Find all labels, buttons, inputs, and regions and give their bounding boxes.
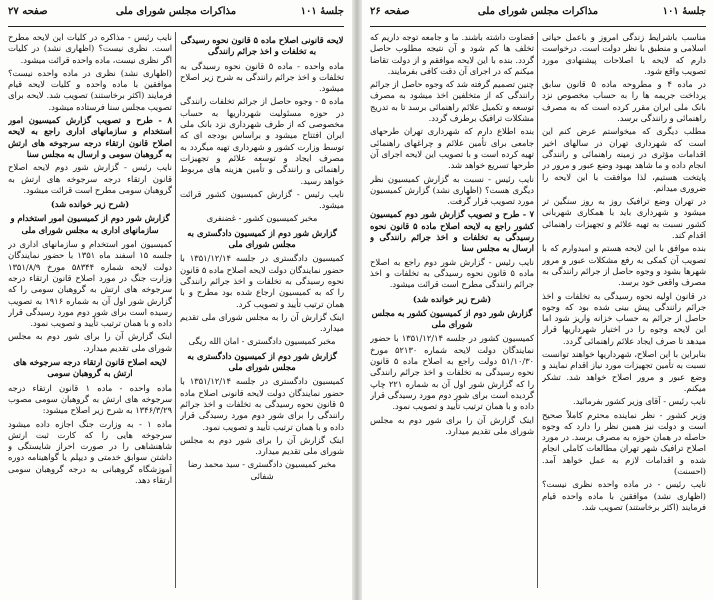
text-column-right	[180, 32, 344, 594]
page-number: صفحه ۲۶	[370, 6, 410, 17]
paragraph: ماده واحده - ماده ۱ قانون ارتقاء درجه سرجوخه های ارتش به گروهبان سومی مصوب ۱۳۴۶/۳/۲۹ به شرح زیر اصلاح میشود:	[8, 382, 172, 416]
paragraph: بنده اطلاع دارم که شهرداری تهران طرحهای جامعی برای تأمین علائم و چراغهای راهنمائی تهیه کرده است و با تصویب این لایحه اجرای آن طرحها تسریع خواهد شد.	[370, 126, 534, 171]
paragraph: در تهران وضع ترافیک روز به روز سنگین تر میشود و شهرداری باید با همکاری شهربانی کشور نسبت به تهیه علائم و تجهیزات راهنمائی اقدام کند.	[542, 196, 706, 241]
page-title: مذاکرات مجلس شورای ملی	[115, 6, 237, 17]
paragraph: نایب رئیس - نسبت به گزارش کمیسیون نظر دیگری هست؟ (اظهاری نشد) گزارش کمیسیون مورد تصویب قرار گرفت.	[370, 173, 534, 207]
signature: مخبر کمیسیون کشور - غضنفری	[206, 213, 318, 224]
paragraph: وزیر کشور - نظر نماینده محترم کاملاً صحیح است و دولت نیز همین نظر را دارد که وجوه حاصله در همان حوزه به مصرف برسد. در مورد اصلاح ترافیک شهر تهران مطالعات کاملی انجام شده و اقدامات لازم به عمل خواهد آمد. (احسنت)	[542, 409, 706, 476]
paragraph: در قانون اولیه نحوه رسیدگی به تخلفات و اخذ جرائم رانندگی پیش بینی شده بود که وجوه حاصل از جرائم به حساب خزانه واریز شود اما این لایحه وجوه را در اختیار شهرداریها قرار میدهد تا صرف ایجاد علائم راهنمائی گردد.	[542, 290, 706, 346]
paragraph: ماده ۵ - وجوه حاصل از جرائم تخلفات رانندگی در حوزه مسئولیت شهرداریها به حساب مخصوصی که از طرف شهرداری نزد بانک ملی ایران افتتاح میشود و براساس بودجه ای که توسط وزارت کشور و شهرداری تهیه میگردد به مصرف ایجاد و توسعه علائم و تجهیزات راهنمائی و رانندگی و تأمین هزینه های مربوط خواهد رسید.	[180, 96, 344, 186]
bill-title: لایحه قانونی اصلاح ماده ۵ قانون نحوه رسیدگی به تخلفات و اخذ جرائم رانندگی	[180, 35, 344, 57]
header-rule	[370, 26, 706, 27]
column-divider	[537, 32, 538, 588]
left-page	[0, 0, 352, 600]
paragraph: مطلب دیگری که میخواستم عرض کنم این است که شهرداری تهران در سالهای اخیر اقدامات مؤثری در زمینه راهنمائی و رانندگی انجام داده و ما شاهد بهبود وضع عبور و مرور در پایتخت هستیم، لذا موافقت با این لایحه را ضروری میدانم.	[542, 126, 706, 193]
report-title: گزارش شور دوم از کمیسیون دادگستری به مجلس شورای ملی	[187, 227, 337, 250]
session-number: جلسهٔ ۱۰۱	[300, 6, 344, 17]
report-title: گزارش شور دوم از کمیسیون کشور به مجلس شورای ملی	[371, 307, 533, 330]
signature: مخبر کمیسیون دادگستری - سید محمد رضا شفائی	[187, 459, 336, 481]
reading-note: (شرح زیر خوانده شد)	[50, 199, 130, 210]
paragraph: نایب رئیس - مذاکره در کلیات این لایحه مطرح است. نظری نیست؟ (اظهاری نشد) در کلیات اگر نظری نیست، ماده واحده قرائت میشود.	[8, 32, 172, 65]
agenda-item-heading: ۷ - طرح و تصویب گزارش شور دوم کمیسیون کشور راجع به لایحه اصلاح ماده ۵ قانون نحوه رسیدگی به تخلفات و اخذ جرائم رانندگی و ارسال به مجلس سنا	[370, 209, 534, 254]
paragraph: کمیسیون دادگستری در جلسه ۱۳۵۱/۱۲/۱۴ با حضور نمایندگان دولت لایحه اصلاح ماده ۵ قانون نحوه رسیدگی به تخلفات و اخذ جرائم رانندگی را که به کمیسیون ارجاع شده بود مطرح و با همان ترتیب تأیید و تصویب کرد.	[180, 253, 344, 309]
paragraph: ماده واحده - ماده ۵ قانون نحوه رسیدگی به تخلفات و اخذ جرائم رانندگی به شرح زیر اصلاح میشود.	[180, 60, 344, 94]
column-divider	[175, 32, 176, 588]
paragraph: کمیسیون کشور در جلسه ۱۳۵۱/۱۲/۱۴ با حضور نمایندگان دولت لایحه شماره ۵۲۱۳۰ مورخ ۵۱/۱۰/۳۰ دولت راجع به اصلاح ماده ۵ قانون نحوه رسیدگی به تخلفات و اخذ جرائم رانندگی را که گزارش شور اول آن به شماره ۲۲۱ چاپ گردیده است برای شور دوم مورد رسیدگی قرار داده و با همان ترتیب تأیید و تصویب نمود.	[370, 333, 534, 412]
agenda-item-heading: ۸ - طرح و تصویب گزارش کمیسیون امور استخدام و سازمانهای اداری راجع به لایحه اصلاح قانون ارتقاء درجه سرجوخه های ارتش به گروهبان سومی و ارسال به مجلس سنا	[8, 115, 172, 159]
paragraph: اینک گزارش آن را برای شور دوم به مجلس شورای ملی تقدیم میدارد.	[180, 434, 344, 457]
page-number: صفحه ۲۷	[8, 6, 48, 17]
paragraph: نایب رئیس - در ماده واحده نظری نیست؟ (اظهاری نشد) موافقین با ماده واحده قیام فرمایند (اکثر برخاستند) تصویب شد.	[542, 479, 706, 512]
paragraph: نایب رئیس - گزارش شور دوم راجع به اصلاح ماده ۵ قانون نحوه رسیدگی به تخلفات و اخذ جرائم رانندگی مطرح است قرائت میشود.	[370, 256, 534, 290]
paragraph: نایب رئیس - گزارش شور دوم لایحه اصلاح قانون ارتقاء درجه سرجوخه های ارتش به گروهبان سومی مطرح است قرائت میشود.	[8, 162, 172, 195]
page-header	[8, 6, 344, 24]
paragraph: نایب رئیس - گزارش کمیسیون کشور قرائت میشود.	[180, 188, 344, 211]
signature: مخبر کمیسیون دادگستری - امان الله ریگی	[188, 336, 336, 347]
bill-title: لایحه اصلاح قانون ارتقاء درجه سرجوخه های ارتش به گروهبان سومی	[13, 357, 167, 379]
paragraph: مناسب باشرایط زندگی امروز و باعمل حیاتی اسلامی و منطبق با نظر دولت است. درخواست دارم که لایحه با اصلاحات پیشنهادی مورد تصویب واقع شود.	[542, 32, 706, 76]
paragraph: (اظهاری نشد) نظری در ماده واحده نیست؟ موافقین با ماده واحده و کلیات لایحه قیام فرمایند (اکثر برخاستند) تصویب شد. لایحه برای تصویب مجلس سنا فرستاده میشود.	[8, 67, 172, 112]
paragraph: چنین تصمیم گرفته شد که وجوه حاصل از جرائم رانندگی که از متخلفین اخذ میشود به مصرف توسعه و تکمیل علائم راهنمائی برسد تا به تدریج مشکلات ترافیک برطرف گردد.	[370, 79, 534, 124]
paragraph: بنابراین با این اصلاح، شهرداریها خواهند توانست نسبت به تأمین تجهیزات مورد نیاز اقدام نمایند و وضع عبور و مرور اصلاح خواهد شد. تشکر میکنم.	[542, 349, 706, 393]
reading-note: (شرح زیر خوانده شد)	[412, 293, 492, 304]
paragraph: بنده موافق با این لایحه هستم و امیدوارم که با تصویب آن کمکی به رفع مشکلات عبور و مرور شهرها بشود و وجوه حاصل از جرائم رانندگی به مصرف واقعی خود برسد.	[542, 243, 706, 288]
report-title: گزارش شور دوم از کمیسیون دادگستری به مجلس شورای ملی	[187, 350, 337, 373]
right-page	[362, 0, 714, 600]
paragraph: نایب رئیس - آقای وزیر کشور بفرمائید.	[572, 396, 706, 407]
paragraph: اینک گزارش آن را برای شور دوم به مجلس شورای ملی تقدیم میدارد.	[8, 331, 172, 353]
text-column-right	[542, 32, 706, 594]
text-column-left	[370, 32, 534, 594]
paragraph: در ماده ۴ و مطروحه ماده ۵ قانون سابق پرداخت جریمه ها را به حساب مخصوص نزد بانک ملی ایران مقرر کرده است که به مصرف راهنمائی و رانندگی برسد.	[542, 79, 706, 124]
paragraph: اینک گزارش آن را به مجلس شورای ملی تقدیم میدارد.	[180, 311, 344, 334]
page-title: مذاکرات مجلس شورای ملی	[477, 6, 599, 17]
session-number: جلسهٔ ۱۰۱	[662, 6, 706, 17]
report-title: گزارش شور دوم از کمیسیون امور استخدام و سازمانهای اداری به مجلس شورای ملی	[10, 213, 170, 235]
paragraph: قضاوت داشته باشند. ما و جامعه توجه داریم که تخلف ها کم شود و آن نتیجه مطلوب حاصل گردد. بنده با این لایحه موافقم و از دولت تقاضا میکنم که در اجرای آن دقت کافی بفرمایند.	[370, 32, 534, 76]
page-header	[370, 6, 706, 24]
paragraph: ماده ۱ - به وزارت جنگ اجازه داده میشود سرجوخه هایی را که کارت ثبت ارتش شاهنشاهی را در صورت احراز شایستگی و داشتن سوابق خدمتی و دیپلم یا گواهینامه دوره آموزشگاه گروهبانی به درجه گروهبان سومی ارتقاء دهد.	[8, 418, 172, 485]
paragraph: کمیسیون امور استخدام و سازمانهای اداری در جلسه ۱۵ اسفند ماه ۱۳۵۱ با حضور نمایندگان دولت لایحه شماره ۵۸۳۴۴ مورخ ۱۳۵۱/۸/۹ وزارت جنگ در مورد اصلاح قانون ارتقاء درجه سرجوخه های ارتش به گروهبان سومی را که گزارش شور اول آن به شماره ۱۹۱۶ به تصویب رسیده است برای شور دوم مورد رسیدگی قرار داده و با همان ترتیب تأیید و تصویب نمود.	[8, 239, 172, 329]
paragraph: اینک گزارش آن را برای شور دوم به مجلس شورای ملی تقدیم میدارد.	[370, 414, 534, 436]
book-gutter	[352, 0, 362, 600]
text-column-left	[8, 32, 172, 594]
paragraph: کمیسیون دادگستری در جلسه ۱۳۵۱/۱۲/۱۴ با حضور نمایندگان دولت لایحه قانونی اصلاح ماده ۵ قانون نحوه رسیدگی به تخلفات و اخذ جرائم رانندگی را برای شور دوم مورد رسیدگی قرار داده و با همان ترتیب تأیید و تصویب نمود.	[180, 376, 344, 432]
header-rule	[8, 26, 344, 27]
